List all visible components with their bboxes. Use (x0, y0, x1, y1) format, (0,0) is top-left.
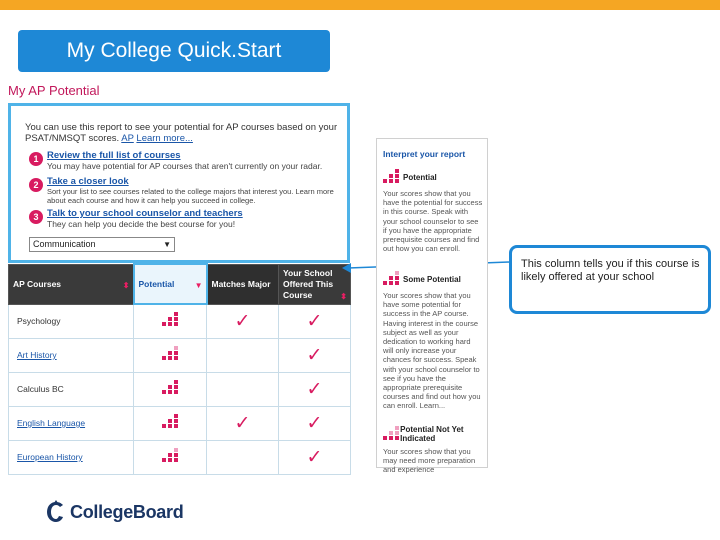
major-select-value: Communication (33, 239, 96, 249)
top-accent-bar (0, 0, 720, 10)
ap-courses-table (8, 263, 351, 475)
some-potential-bars-icon (162, 346, 178, 362)
legend-text: Your scores show that you have the potential for success in this course. Speak with your school counselor to see if you have the appropriate prerequisite courses and find out how you can enroll. (383, 189, 483, 254)
logo-wordmark: CollegeBoard (70, 501, 184, 522)
sort-arrows-icon: ⬍ (340, 291, 347, 301)
step-number-badge: 1 (29, 152, 43, 166)
table-header-row (9, 264, 351, 304)
intro-ap-link[interactable]: AP (121, 133, 134, 144)
potential-cell (134, 372, 207, 406)
report-intro (25, 122, 341, 144)
school-offered-cell (279, 304, 351, 338)
report-intro-panel (8, 103, 350, 263)
potential-cell (134, 338, 207, 372)
legend-label: Potential (403, 172, 437, 182)
checkmark-icon: ✓ (234, 310, 251, 332)
potential-bars-icon (162, 380, 178, 396)
report-heading: My AP Potential (8, 83, 100, 98)
college-board-acorn-icon (46, 500, 66, 524)
step-description: You may have potential for AP courses that aren't currently on your radar. (47, 161, 323, 171)
intro-learn-more-link[interactable]: Learn more... (136, 133, 193, 144)
callout-box (509, 245, 711, 314)
sort-down-icon: ▼ (194, 281, 203, 290)
step-description: They can help you decide the best course for you! (47, 219, 236, 229)
legend-text: Your scores show that you may need more preparation and experience (383, 447, 476, 475)
legend-label: Potential Not Yet Indicated (400, 425, 464, 443)
interpret-title: Interpret your report (383, 149, 466, 159)
col-header-matches-major[interactable] (207, 264, 279, 304)
checkmark-icon: ✓ (234, 412, 251, 434)
checkmark-icon: ✓ (306, 344, 323, 366)
step-number-badge: 3 (29, 210, 43, 224)
course-name[interactable]: Art History (9, 338, 134, 372)
interpret-report-panel (376, 138, 488, 475)
college-board-logo (46, 498, 183, 526)
some-potential-bars-icon (162, 448, 178, 464)
col-header-label: Your School Offered This Course (283, 267, 334, 300)
school-offered-cell (279, 440, 351, 474)
table-row (9, 338, 351, 372)
col-header-ap-courses[interactable] (9, 264, 134, 304)
potential-bars-icon (162, 414, 178, 430)
col-header-label: Matches Major (211, 278, 271, 289)
legend-potential (383, 169, 483, 253)
course-name[interactable]: English Language (9, 406, 134, 440)
step-title-link[interactable]: Take a closer look (47, 176, 129, 187)
some-potential-bars-icon (383, 271, 399, 287)
matches-major-cell (207, 372, 279, 406)
intro-text: You can use this report to see your potential for AP courses based on your PSAT/NMSQT scores. (25, 122, 338, 144)
table-row (9, 440, 351, 474)
not-indicated-bars-icon (383, 426, 396, 442)
table-row (9, 406, 351, 440)
school-offered-cell (279, 338, 351, 372)
checkmark-icon: ✓ (306, 310, 323, 332)
legend-some-potential (383, 271, 483, 411)
sort-arrows-icon: ⬍ (122, 280, 130, 290)
slide-title (18, 30, 330, 72)
dropdown-arrow-icon: ▼ (163, 240, 171, 249)
callout-text: This column tells you if this course is likely offered at your school (521, 258, 700, 283)
matches-major-cell (207, 338, 279, 372)
table-row (9, 304, 351, 338)
school-offered-cell (279, 372, 351, 406)
col-header-label: Potential (138, 278, 175, 289)
potential-bars-icon (162, 312, 178, 328)
course-name[interactable]: European History (9, 440, 134, 474)
checkmark-icon: ✓ (306, 446, 323, 468)
checkmark-icon: ✓ (306, 378, 323, 400)
step-description: Sort your list to see courses related to the college majors that interest you. Learn more about each course and how it can help you succeed in college. (47, 187, 334, 205)
step-title-link[interactable]: Review the full list of courses (47, 150, 181, 161)
matches-major-cell (207, 406, 279, 440)
potential-cell (134, 406, 207, 440)
col-header-label: AP Courses (13, 278, 62, 289)
legend-text: Your scores show that you have some potential for success in the AP course. Having interest in the course subject as well as your dedication to working hard will only increase your chances for success. Speak with your school counselor to see if you have the appropriate prerequisite courses and find out how you can enroll. Learn... (383, 291, 481, 411)
col-header-potential[interactable] (134, 264, 207, 304)
step-number-badge: 2 (29, 178, 43, 192)
school-offered-cell (279, 406, 351, 440)
potential-bars-icon (383, 169, 399, 185)
slide-title-text: My College Quick.Start (66, 39, 282, 62)
matches-major-cell (207, 440, 279, 474)
table-row (9, 372, 351, 406)
checkmark-icon: ✓ (306, 412, 323, 434)
matches-major-cell (207, 304, 279, 338)
step-2 (29, 176, 349, 206)
legend-not-indicated (383, 425, 483, 475)
course-name: Psychology (9, 304, 134, 338)
legend-label: Some Potential (403, 274, 461, 284)
step-3 (29, 208, 349, 238)
potential-cell (134, 440, 207, 474)
course-name: Calculus BC (9, 372, 134, 406)
major-select[interactable] (29, 237, 175, 252)
step-title-link[interactable]: Talk to your school counselor and teachers (47, 208, 243, 219)
potential-cell (134, 304, 207, 338)
